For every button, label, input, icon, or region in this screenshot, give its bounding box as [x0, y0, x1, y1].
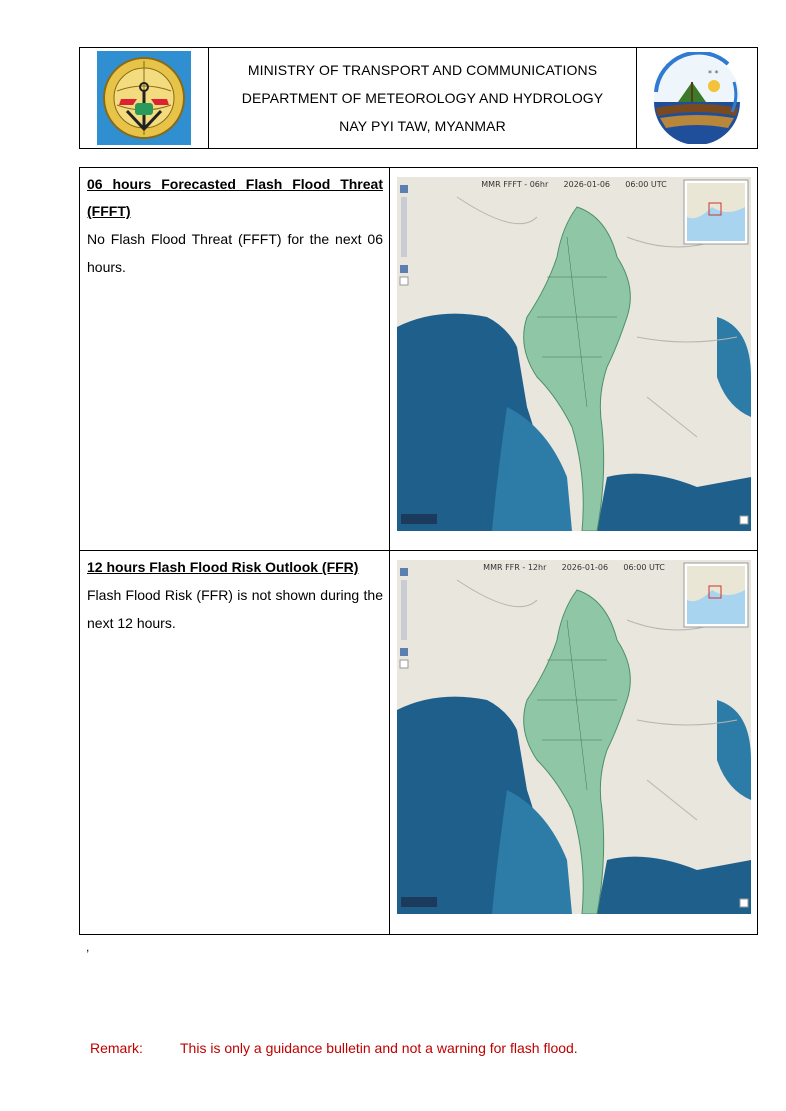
ffft-map-cell [390, 168, 757, 550]
ffr-body: Flash Flood Risk (FFR) is not shown during the next 12 hours. [87, 587, 383, 631]
remark-label: Remark: [90, 1040, 143, 1056]
ffr-title: 12 hours Flash Flood Risk Outlook (FFR) [87, 559, 359, 575]
dmh-logo [648, 52, 746, 144]
header-titles [209, 48, 637, 148]
ministry-logo [97, 51, 191, 145]
bulletin-header [79, 47, 758, 149]
ffr-row [80, 551, 757, 934]
ministry-name: MINISTRY OF TRANSPORT AND COMMUNICATIONS [247, 62, 598, 78]
ffr-map-cell [390, 551, 757, 934]
ffft-map-graphic [397, 177, 751, 531]
dmh-logo-cell [637, 48, 757, 148]
ffft-text-cell [80, 168, 390, 550]
location: NAY PYI TAW, MYANMAR [339, 118, 506, 134]
ffft-row [80, 168, 757, 551]
ffft-map [397, 177, 751, 531]
ffr-map-caption: MMR FFR - 12hr 2026-01-06 06:00 UTC [483, 563, 665, 572]
ffft-body: No Flash Flood Threat (FFFT) for the next 06 hours. [87, 231, 383, 275]
forecast-table [79, 167, 758, 935]
stray-comma: , [86, 940, 90, 954]
ffr-map [397, 560, 751, 914]
department-name: DEPARTMENT OF METEOROLOGY AND HYDROLOGY [241, 90, 604, 106]
ffr-text-cell [80, 551, 390, 934]
svg-text:* *: * * [708, 69, 719, 78]
ffft-map-caption: MMR FFFT - 06hr 2026-01-06 06:00 UTC [481, 180, 667, 189]
ministry-logo-cell [80, 48, 209, 148]
ffft-title: 06 hours Forecasted Flash Flood Threat (FFFT) [87, 176, 383, 219]
remark-text: This is only a guidance bulletin and not a warning for flash flood. [180, 1040, 578, 1056]
ffr-map-graphic [397, 560, 751, 914]
